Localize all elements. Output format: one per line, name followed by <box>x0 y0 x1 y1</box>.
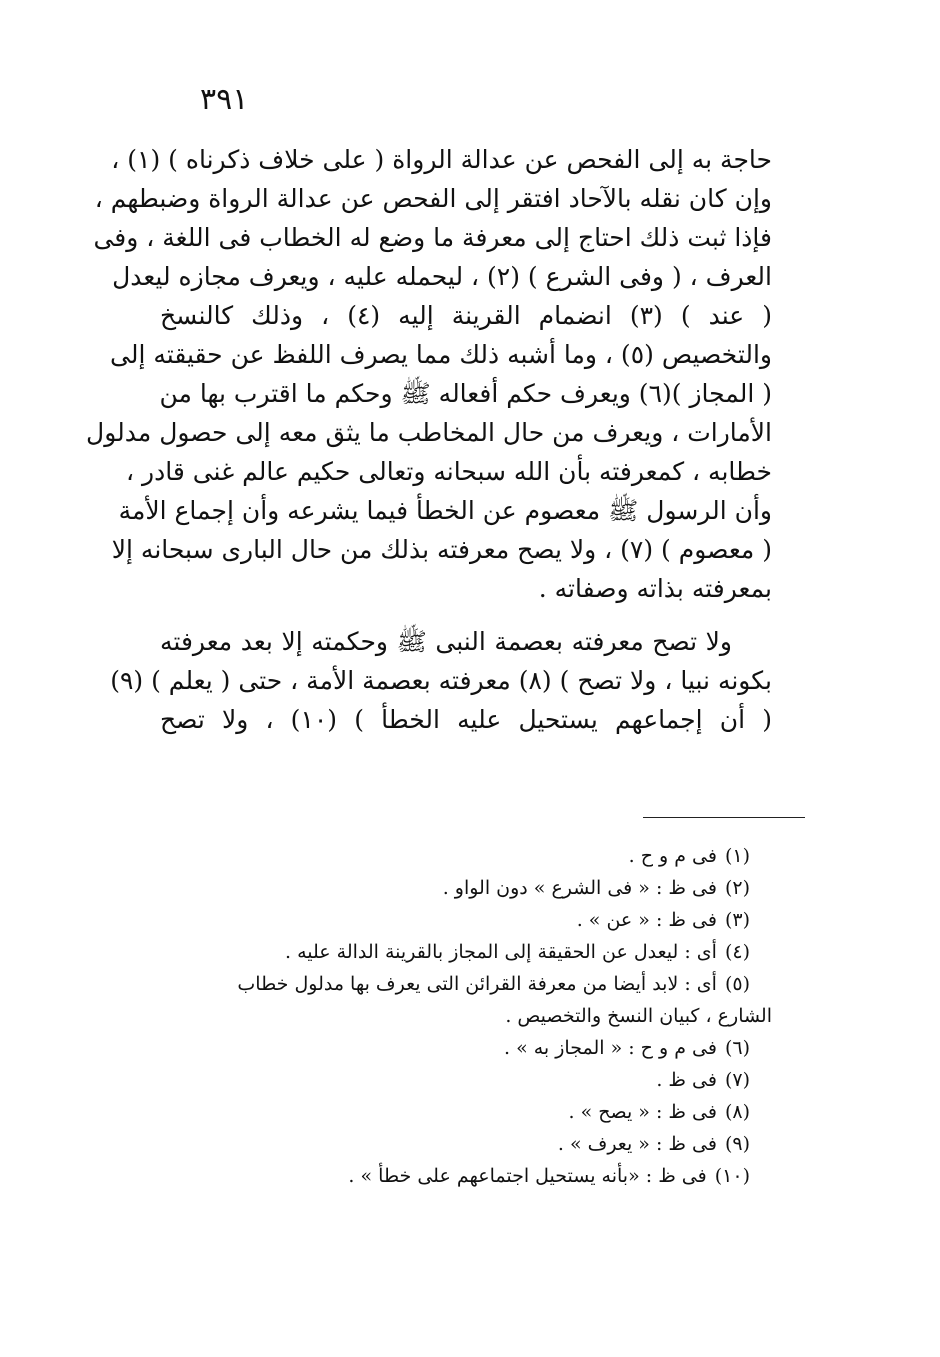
footnote-number: (٥) <box>724 973 750 995</box>
footnote-number: (٧) <box>724 1069 750 1091</box>
text-line: حاجة به إلى الفحص عن عدالة الرواة ( على خلاف ذكرناه ) (١) ، <box>111 145 772 174</box>
footnotes <box>160 840 772 1192</box>
text-line: العرف ، ( وفى الشرع ) (٢) ، ليحمله عليه ، ويعرف مجازه ليعدل <box>112 262 772 291</box>
footnote <box>160 1032 772 1064</box>
footnote <box>160 904 772 936</box>
footnote-number: (٨) <box>724 1101 750 1123</box>
footnote-number: (١٠) <box>714 1165 750 1187</box>
footnote-divider <box>643 817 805 818</box>
footnote <box>160 1160 772 1192</box>
text-line: خطابه ، كمعرفته بأن الله سبحانه وتعالى حكيم عالم غنى قادر ، <box>125 457 772 486</box>
text-line: ( عند ) (٣) انضمام القرينة إليه (٤) ، وذلك كالنسخ <box>160 301 772 330</box>
footnote-text: فى ظ : «بأنه يستحيل اجتماعهم على خطأ » . <box>348 1165 707 1187</box>
footnote-number: (١) <box>724 845 750 867</box>
paragraph-gap <box>160 608 772 622</box>
footnote-continuation <box>160 1000 772 1032</box>
main-text <box>86 140 772 739</box>
page-number: ٣٩١ <box>200 82 249 117</box>
text-line: بكونه نبيا ، ولا تصح ) (٨) معرفته بعصمة الأمة ، حتى ( يعلم ) (٩) <box>110 666 772 695</box>
footnote-number: (٢) <box>724 877 750 899</box>
text-line: الأمارات ، ويعرف من حال المخاطب ما يثق معه إلى حصول مدلول <box>86 418 772 447</box>
footnote-text: فى ظ : « يصح » . <box>568 1101 717 1123</box>
text-line: ( معصوم ) (٧) ، ولا يصح معرفته بذلك من حال البارى سبحانه إلا <box>111 535 772 564</box>
footnote-text: فى ظ . <box>656 1069 717 1091</box>
footnote-number: (٤) <box>724 941 750 963</box>
footnote-number: (٣) <box>724 909 750 931</box>
footnote-text: الشارع ، كبيان النسخ والتخصيص . <box>505 1005 772 1027</box>
text-line: وأن الرسول ﷺ معصوم عن الخطأ فيما يشرعه وأن إجماع الأمة <box>118 496 772 525</box>
text-line: ( المجاز )(٦) ويعرف حكم أفعاله ﷺ وحكم ما اقترب بها من <box>159 379 772 408</box>
footnote-text: أى : ليعدل عن الحقيقة إلى المجاز بالقرينة الدالة عليه . <box>285 941 717 963</box>
footnote <box>160 1096 772 1128</box>
text-line: ولا تصح معرفته بعصمة النبى ﷺ وحكمته إلا بعد معرفته <box>160 627 732 656</box>
footnote <box>160 936 772 968</box>
footnote-text: فى م و ح . <box>628 845 717 867</box>
footnote-text: فى م و ح : « المجاز به » . <box>504 1037 717 1059</box>
footnote <box>160 872 772 904</box>
text-line: بمعرفته بذاته وصفاته . <box>538 574 772 603</box>
footnote-number: (٦) <box>724 1037 750 1059</box>
footnote <box>160 968 772 1000</box>
text-line: فإذا ثبت ذلك احتاج إلى معرفة ما وضع له الخطاب فى اللغة ، وفى <box>93 223 772 252</box>
footnote-text: أى : لابد أيضا من معرفة القرائن التى يعرف بها مدلول خطاب <box>237 973 717 995</box>
text-line: والتخصيص (٥) ، وما أشبه ذلك مما يصرف اللفظ عن حقيقته إلى <box>110 340 772 369</box>
text-line: ( أن إجماعهم يستحيل عليه الخطأ ) (١٠) ، ولا تصح <box>160 705 772 734</box>
footnote <box>160 840 772 872</box>
footnote <box>160 1064 772 1096</box>
text-line: وإن كان نقله بالآحاد افتقر إلى الفحص عن عدالة الرواة وضبطهم ، <box>94 184 772 213</box>
footnote-number: (٩) <box>724 1133 750 1155</box>
footnote-text: فى ظ : « عن » . <box>576 909 717 931</box>
footnote-text: فى ظ : « فى الشرع » دون الواو . <box>442 877 717 899</box>
footnote <box>160 1128 772 1160</box>
footnote-text: فى ظ : « يعرف » . <box>557 1133 717 1155</box>
